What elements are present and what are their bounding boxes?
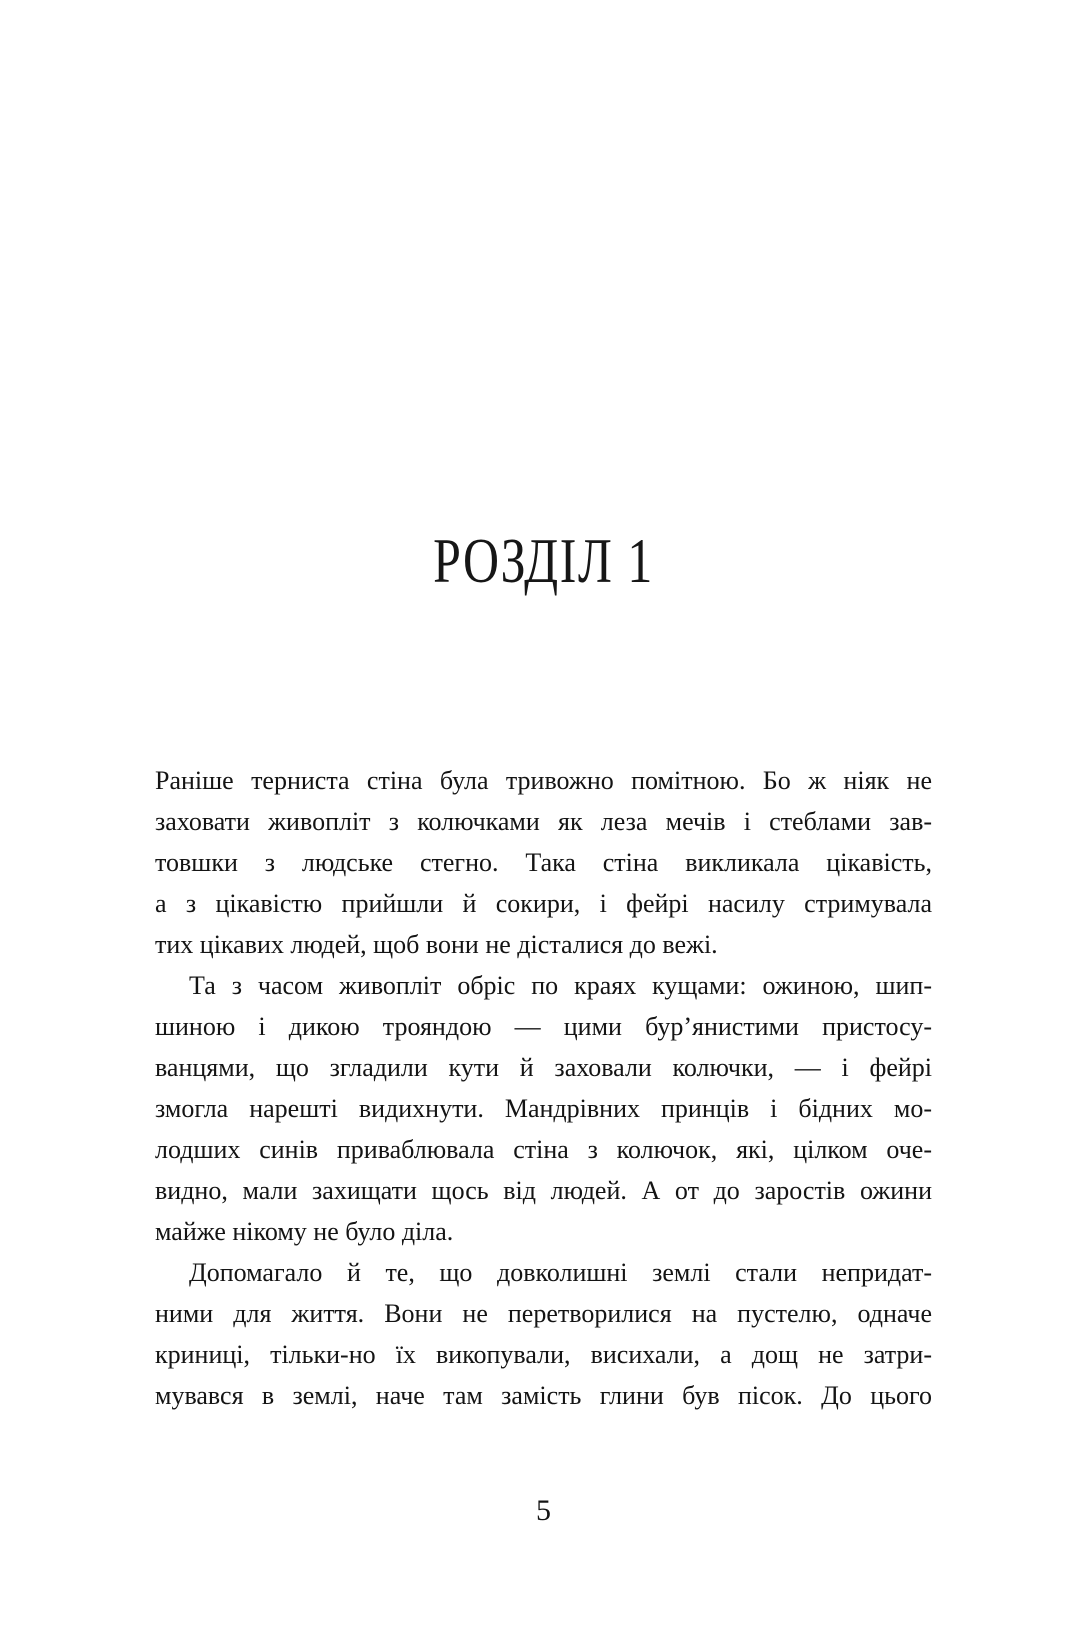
text-line: а з цікавістю прийшли й сокири, і фейрі насилу стримувала <box>155 889 932 918</box>
text-line: товшки з людське стегно. Така стіна викликала цікавість, <box>155 848 932 877</box>
page-number: 5 <box>536 1494 551 1527</box>
text-line: видно, мали захищати щось від людей. А от до заростів ожини <box>155 1176 932 1205</box>
text-line: ними для життя. Вони не перетворилися на пустелю, одначе <box>155 1299 932 1328</box>
paragraph-2 <box>155 965 932 1252</box>
text-line: ванцями, що згладили кути й заховали колючки, — і фейрі <box>155 1053 932 1082</box>
text-line: Допомагало й те, що довколишні землі стали непридат- <box>189 1258 932 1287</box>
paragraph-3 <box>155 1252 932 1416</box>
chapter-heading: РОЗДІЛ 1 <box>433 525 654 596</box>
text-line: тих цікавих людей, щоб вони не дісталися до вежі. <box>155 930 718 959</box>
body-text <box>155 760 932 1416</box>
text-line: Раніше терниста стіна була тривожно помітною. Бо ж ніяк не <box>155 766 932 795</box>
text-line: заховати живопліт з колючками як леза мечів і стеблами зав- <box>155 807 932 836</box>
text-line: змогла нарешті видихнути. Мандрівних принців і бідних мо- <box>155 1094 932 1123</box>
text-line: мувався в землі, наче там замість глини був пісок. До цього <box>155 1381 932 1410</box>
text-line: лодших синів приваблювала стіна з колючок, які, цілком оче- <box>155 1135 932 1164</box>
text-line: майже нікому не було діла. <box>155 1217 454 1246</box>
paragraph-1 <box>155 760 932 965</box>
text-line: Та з часом живопліт обріс по краях кущами: ожиною, шип- <box>189 971 932 1000</box>
text-line: криниці, тільки-но їх викопували, висихали, а дощ не затри- <box>155 1340 932 1369</box>
text-line: шиною і дикою трояндою — цими бур’янистими пристосу- <box>155 1012 932 1041</box>
